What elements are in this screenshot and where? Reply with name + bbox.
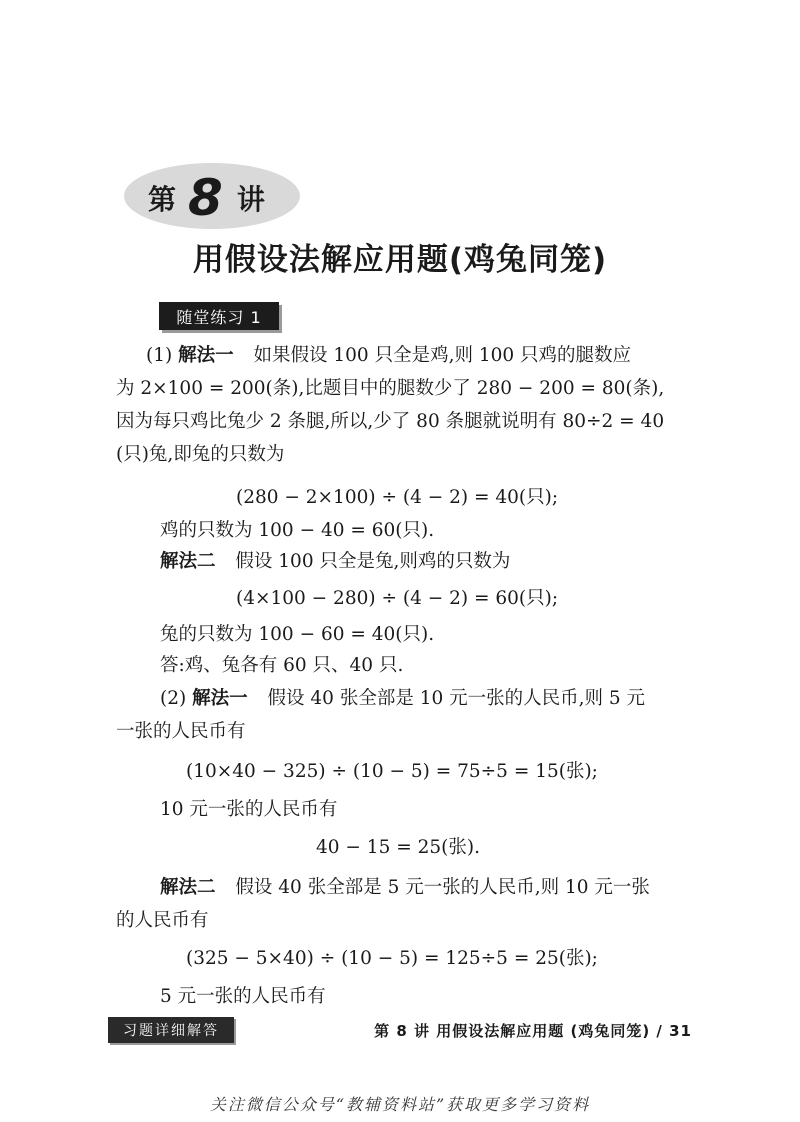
p2-formula-3: (325 − 5×40) ÷ (10 − 5) = 125÷5 = 25(张); <box>186 948 598 969</box>
p1-formula-1: (280 − 2×100) ÷ (4 − 2) = 40(只); <box>236 487 559 508</box>
p2-formula-2: 40 − 15 = 25(张). <box>316 837 480 858</box>
p2-line-2: 一张的人民币有 <box>116 721 246 742</box>
page-footer <box>108 1017 692 1045</box>
p1-line-4: (只)兔,即兔的只数为 <box>116 444 285 465</box>
p1-method2-label: 解法二 <box>160 551 216 572</box>
chapter-title: 用假设法解应用题(鸡兔同笼) <box>192 242 608 278</box>
p2-formula-1: (10×40 − 325) ÷ (10 − 5) = 75÷5 = 15(张); <box>186 761 598 782</box>
p1-result-1: 鸡的只数为 100 − 40 = 60(只). <box>160 520 435 541</box>
p2-method2-label: 解法二 <box>160 877 216 898</box>
p2-line-method2: 解法二 假设 40 张全部是 5 元一张的人民币,则 10 元一张 <box>160 877 650 898</box>
p1-line-3: 因为每只鸡比兔少 2 条腿,所以,少了 80 条腿就说明有 80÷2 = 40 <box>116 411 665 432</box>
lecture-label <box>148 170 265 226</box>
p2-line-3: 10 元一张的人民币有 <box>160 799 338 820</box>
p1-answer: 答:鸡、兔各有 60 只、40 只. <box>160 655 404 676</box>
watermark: 关注微信公众号“教辅资料站”获取更多学习资料 <box>209 1095 591 1114</box>
p2-line-5: 5 元一张的人民币有 <box>160 986 326 1007</box>
footer-tag: 习题详细解答 <box>108 1017 234 1043</box>
p1-result-2: 兔的只数为 100 − 60 = 40(只). <box>160 624 435 645</box>
lecture-word-first: 第 <box>148 183 177 216</box>
p2-line-4: 的人民币有 <box>116 910 209 931</box>
p1-method1-label: 解法一 <box>178 345 234 366</box>
p1-line-2: 为 2×100 = 200(条),比题目中的腿数少了 280 − 200 = 80(条), <box>116 378 665 399</box>
p1-line-method2: 解法二 假设 100 只全是兔,则鸡的只数为 <box>160 551 511 572</box>
p2-method1-label: 解法一 <box>192 688 248 709</box>
footer-title: 第 8 讲 用假设法解应用题 (鸡兔同笼) / 31 <box>374 1022 692 1040</box>
lecture-number: 8 <box>188 169 223 227</box>
p2-line-1: (2) 解法一 假设 40 张全部是 10 元一张的人民币,则 5 元 <box>160 688 646 709</box>
p1-line-1: (1) 解法一 如果假设 100 只全是鸡,则 100 只鸡的腿数应 <box>146 345 632 366</box>
p1-formula-2: (4×100 − 280) ÷ (4 − 2) = 60(只); <box>236 588 559 609</box>
lecture-word-second: 讲 <box>236 183 265 216</box>
section-tag: 随堂练习 1 <box>159 302 279 330</box>
